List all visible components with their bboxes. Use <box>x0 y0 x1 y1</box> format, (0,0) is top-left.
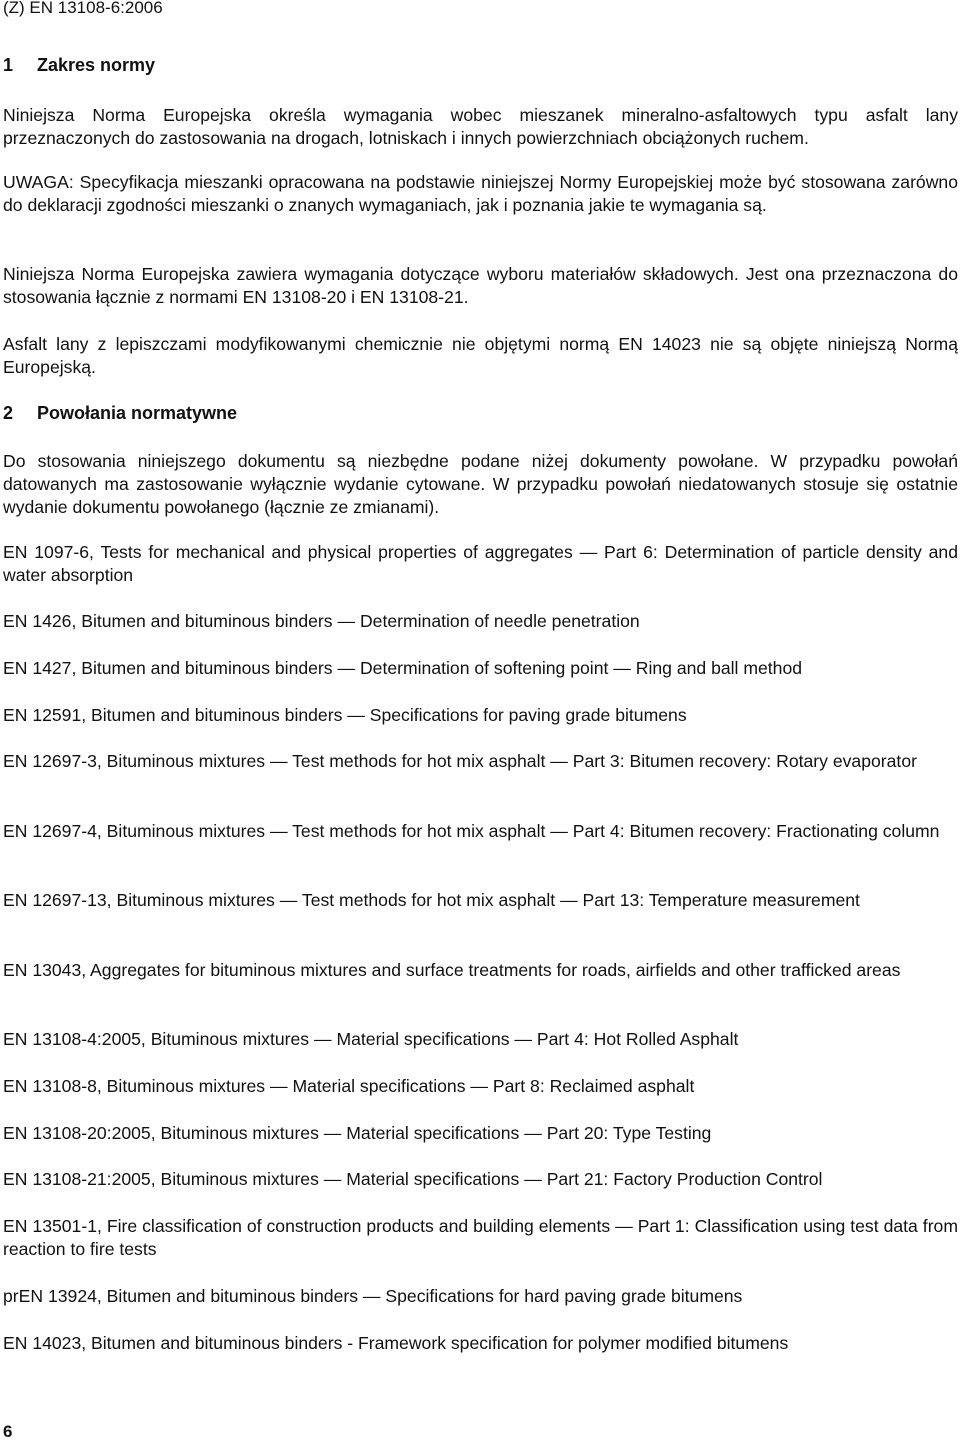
references-intro-paragraph: Do stosowania niniejszego dokumentu są niezbędne podane niżej dokumenty powołane. W przypadku powołań datowanych ma zastosowanie wyłącznie wydanie cytowane. W przypadku powołań niedatowanych stosuje się ostatnie wydanie dokumentu powołanego (łącznie ze zmianami). <box>3 451 958 517</box>
exclusion-paragraph: Asfalt lany z lepiszczami modyfikowanymi chemicznie nie objętymi normą EN 14023 nie są objęte niniejszą Normą Europejską. <box>3 334 958 377</box>
scope-paragraph: Niniejsza Norma Europejska określa wymagania wobec mieszanek mineralno-asfaltowych typu asfalt lany przeznaczonych do zastosowania na drogach, lotniskach i innych powierzchniach obciążonych ruchem. <box>3 105 958 148</box>
section-title: Powołania normatywne <box>37 403 238 423</box>
document-header: (Z) EN 13108-6:2006 <box>3 0 163 17</box>
reference-item: EN 12697-13, Bituminous mixtures — Test methods for hot mix asphalt — Part 13: Temperature measurement <box>3 890 860 910</box>
section-2-heading <box>3 402 237 425</box>
reference-item: EN 13043, Aggregates for bituminous mixtures and surface treatments for roads, airfields and other trafficked areas <box>3 960 901 980</box>
section-number: 2 <box>3 403 14 423</box>
section-title: Zakres normy <box>37 55 156 75</box>
reference-item: EN 1427, Bitumen and bituminous binders — Determination of softening point — Ring and ball method <box>3 658 803 678</box>
materials-paragraph: Niniejsza Norma Europejska zawiera wymagania dotyczące wyboru materiałów składowych. Jest ona przeznaczona do stosowania łącznie z normami EN 13108-20 i EN 13108-21. <box>3 264 958 307</box>
page-number: 6 <box>3 1422 13 1441</box>
reference-item: EN 13108-21:2005, Bituminous mixtures — Material specifications — Part 21: Factory Production Control <box>3 1169 823 1189</box>
section-number: 1 <box>3 55 14 75</box>
section-1-heading <box>3 54 155 77</box>
reference-item: EN 12697-4, Bituminous mixtures — Test methods for hot mix asphalt — Part 4: Bitumen recovery: Fractionating column <box>3 821 940 841</box>
reference-item: EN 14023, Bitumen and bituminous binders - Framework specification for polymer modified bitumens <box>3 1333 789 1353</box>
reference-item: EN 1097-6, Tests for mechanical and physical properties of aggregates — Part 6: Determination of particle density and water absorption <box>3 542 958 585</box>
reference-item: EN 13108-4:2005, Bituminous mixtures — Material specifications — Part 4: Hot Rolled Asphalt <box>3 1029 739 1049</box>
reference-item: EN 13108-20:2005, Bituminous mixtures — Material specifications — Part 20: Type Testing <box>3 1123 712 1143</box>
reference-item: EN 12591, Bitumen and bituminous binders — Specifications for paving grade bitumens <box>3 705 687 725</box>
reference-item: EN 12697-3, Bituminous mixtures — Test methods for hot mix asphalt — Part 3: Bitumen recovery: Rotary evaporator <box>3 751 917 771</box>
reference-item: EN 13501-1, Fire classification of construction products and building elements — Part 1: Classification using test data from reaction to fire tests <box>3 1216 958 1259</box>
reference-item: EN 13108-8, Bituminous mixtures — Material specifications — Part 8: Reclaimed asphalt <box>3 1076 695 1096</box>
reference-item: EN 1426, Bitumen and bituminous binders — Determination of needle penetration <box>3 611 640 631</box>
note-paragraph: UWAGA: Specyfikacja mieszanki opracowana na podstawie niniejszej Normy Europejskiej może być stosowana zarówno do deklaracji zgodności mieszanki o znanych wymaganiach, jak i poznania jakie te wymagania są. <box>3 172 958 215</box>
reference-item: prEN 13924, Bitumen and bituminous binders — Specifications for hard paving grade bitumens <box>3 1286 743 1306</box>
